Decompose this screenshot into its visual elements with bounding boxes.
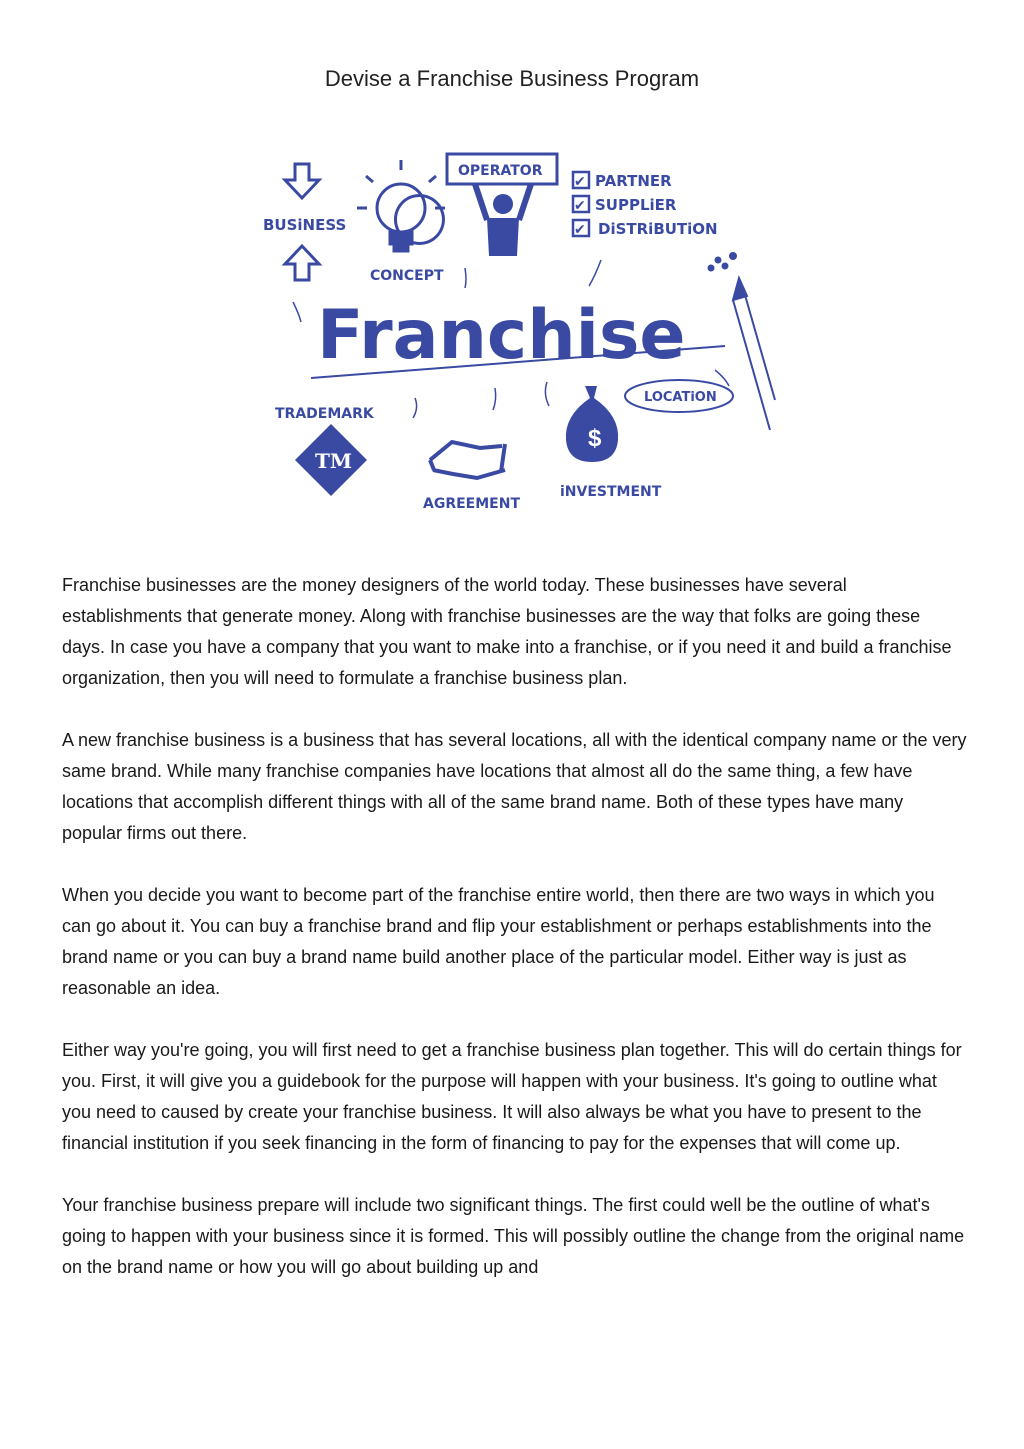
supplier-label: SUPPLiER xyxy=(595,196,677,214)
franchise-illustration xyxy=(255,140,785,520)
arrow-up-icon xyxy=(285,246,319,280)
arrow-down-icon xyxy=(285,164,319,198)
business-label: BUSiNESS xyxy=(263,216,347,234)
trademark-label: TRADEMARK xyxy=(275,406,374,422)
agreement-label: AGREEMENT xyxy=(423,496,520,512)
distribution-label: DiSTRiBUTiON xyxy=(598,220,718,238)
checklist xyxy=(573,172,718,238)
money-bag-icon xyxy=(566,386,618,462)
trademark-icon xyxy=(295,424,367,496)
location-label: LOCATiON xyxy=(644,390,717,405)
partner-label: PARTNER xyxy=(595,172,672,190)
check-icon: ✔ xyxy=(574,222,586,238)
page-title: Devise a Franchise Business Program xyxy=(324,66,700,91)
pencil-icon xyxy=(709,253,776,430)
paragraph-3: When you decide you want to become part of the franchise entire world, then there are two ways in which you can go about it. You can buy a franchise brand and flip your establishment or perhaps establishments into the brand name or you can buy a brand name build another place of the particular model. Either way is just as reasonable an idea. xyxy=(62,885,935,998)
paragraph-4: Either way you're going, you will first need to get a franchise business plan together. This will do certain things for you. First, it will give you a guidebook for the purpose will happen with your business. It's going to outline what you need to caused by create your franchise business. It will also always be what you have to present to the financial institution if you seek financing in the form of financing to pay for the expenses that will come up. xyxy=(62,1040,962,1153)
paragraph-5: Your franchise business prepare will include two significant things. The first could well be the outline of what's going to happen with your business since it is formed. This will possibly outline the change from the original name on the brand name or how you will go about building up and xyxy=(62,1195,965,1277)
franchise-heading: Franchise xyxy=(317,296,686,375)
tm-text: TM xyxy=(315,449,353,473)
concept-label: CONCEPT xyxy=(370,268,444,284)
handshake-icon xyxy=(430,442,505,478)
investment-label: iNVESTMENT xyxy=(560,484,662,500)
paragraph-2: A new franchise business is a business that has several locations, all with the identical company name or the very same brand. While many franchise companies have locations that almost all do the same thing, a few have locations that accomplish different things with all of the same brand name. Both of these types have many popular firms out there. xyxy=(62,730,967,843)
dollar-sign: $ xyxy=(588,425,602,452)
check-icon: ✔ xyxy=(574,174,586,190)
lightbulb-icon xyxy=(357,160,445,251)
paragraph-1: Franchise businesses are the money designers of the world today. These businesses have several establishments that generate money. Along with franchise businesses are the way that folks are going these days. In case you have a company that you want to make into a franchise, or if you need it and build a franchise organization, then you will need to formulate a franchise business plan. xyxy=(62,575,952,688)
operator-label: OPERATOR xyxy=(458,163,543,179)
check-icon: ✔ xyxy=(574,198,586,214)
article-body xyxy=(62,570,967,1314)
